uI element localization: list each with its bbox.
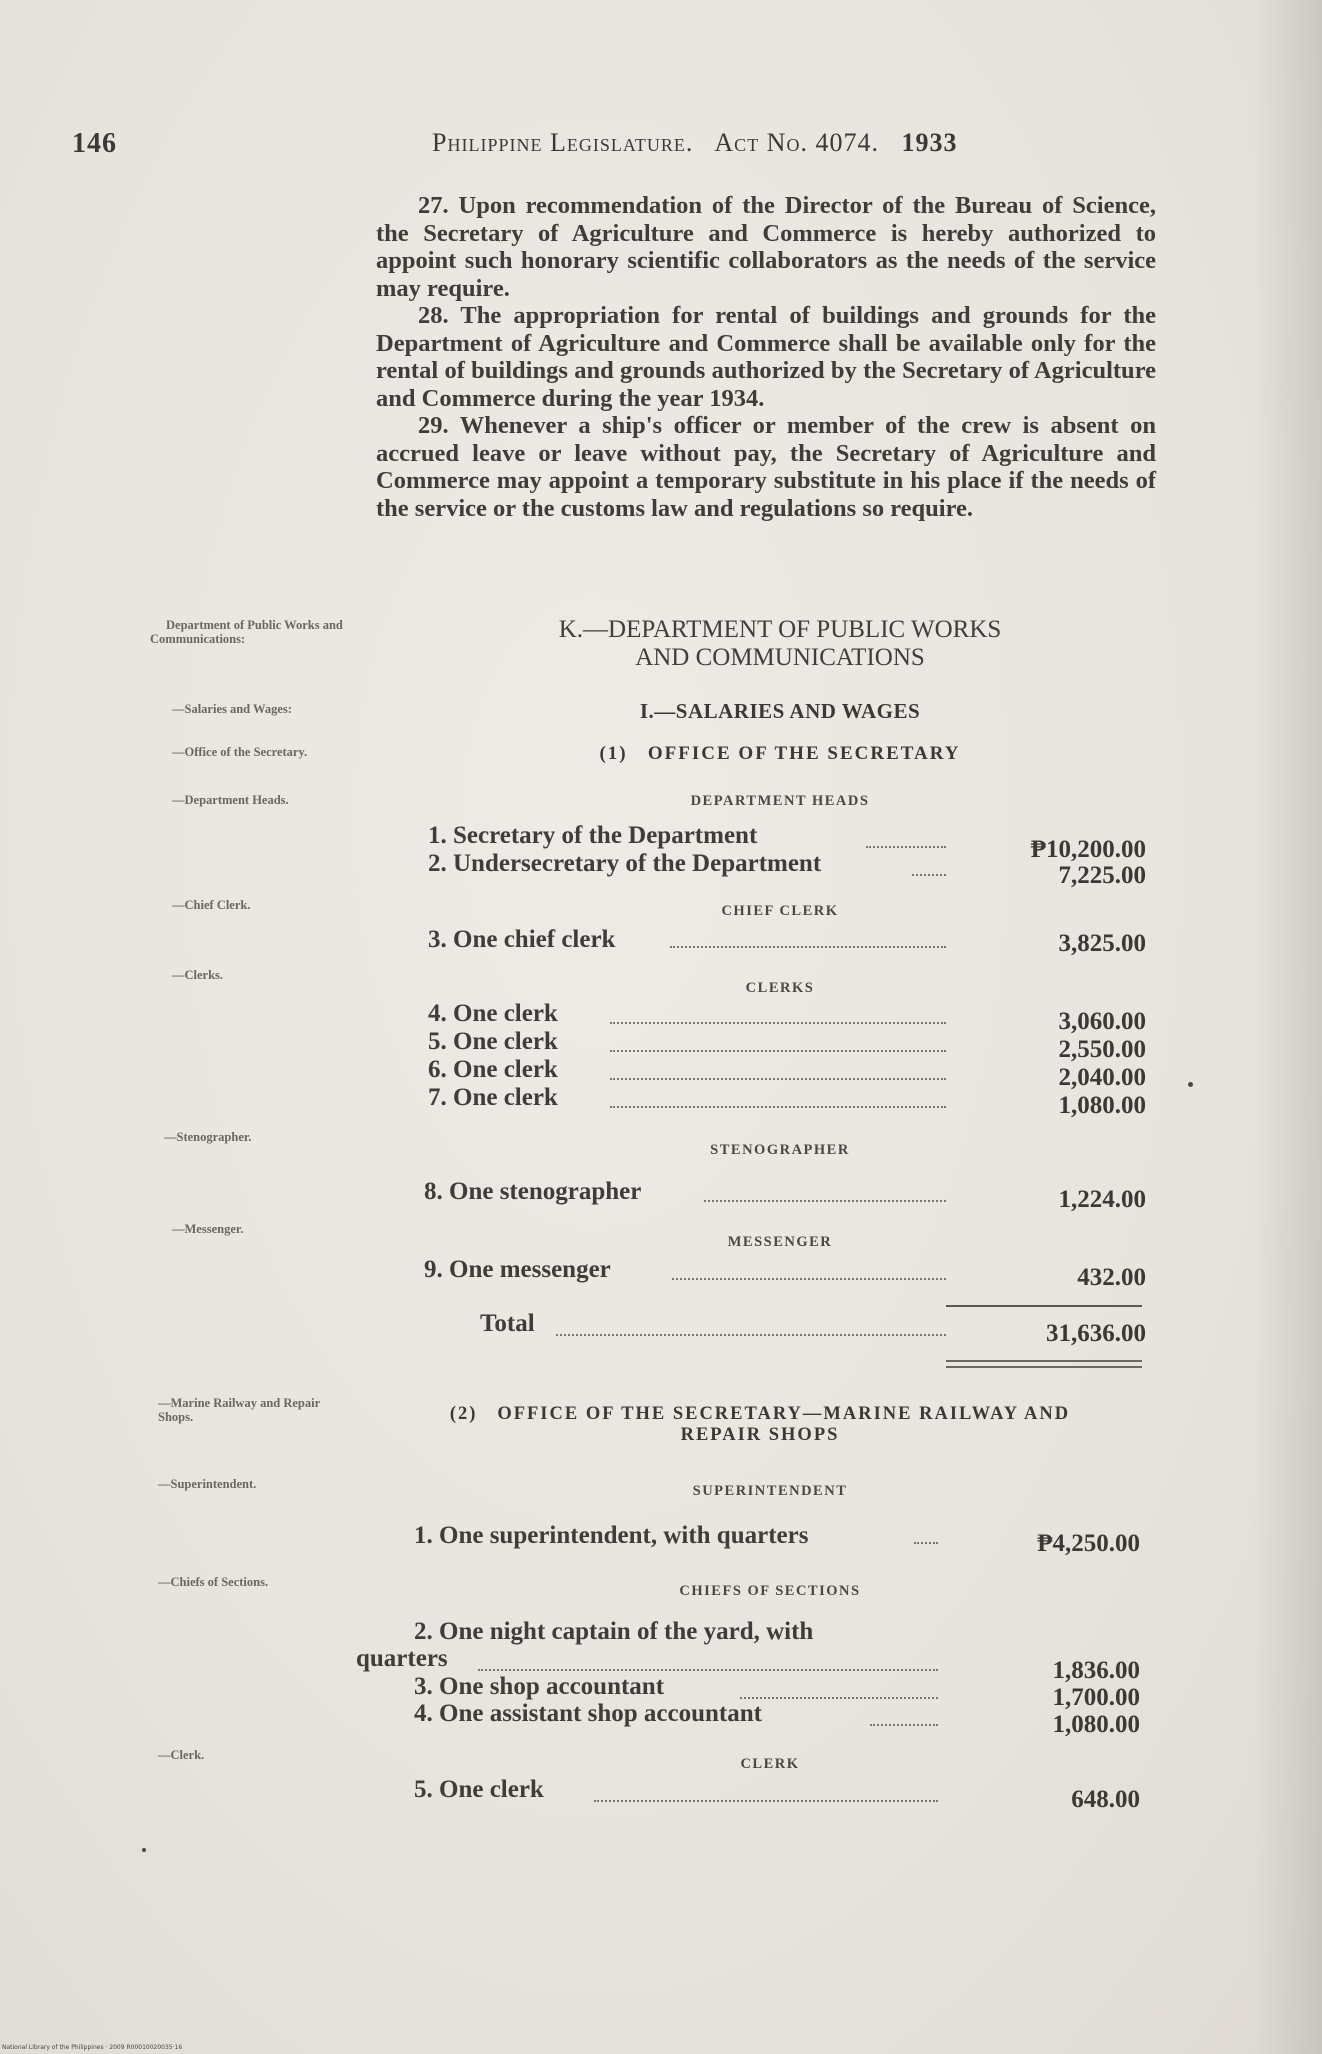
salaries-and-wages-heading: I.—SALARIES AND WAGES [639, 699, 921, 723]
paragraph-29: 29. Whenever a ship's officer or member of the crew is absent on accrued leave or leave without pay, the Secretary of Agriculture and Commerce may appoint a temporary substitute in his place if the needs of the service or the customs law and regulations so require. [376, 412, 1156, 522]
subhead-clerks: CLERKS [745, 980, 815, 996]
ink-speck [142, 1848, 146, 1852]
leader-dots-2-4 [870, 1724, 938, 1726]
page-edge-shadow [1252, 0, 1322, 2054]
amount-item-5: 2,550.00 [1058, 1036, 1146, 1063]
leader-dots-4 [610, 1022, 946, 1024]
office-2-title: OFFICE OF THE SECRETARY—MARINE RAILWAY AND [497, 1404, 1071, 1424]
subhead-department-heads: DEPARTMENT HEADS [690, 793, 870, 809]
line-item-5-label: 5. One clerk [428, 1028, 558, 1055]
line-item-9-label: 9. One messenger [424, 1256, 611, 1283]
margin-note-stenographer: —Stenographer. [164, 1130, 252, 1144]
total-rule-double-1 [946, 1360, 1142, 1362]
margin-note-marine-railway: —Marine Railway and Repair Shops. [158, 1396, 320, 1424]
margin-note-clerks: —Clerks. [172, 968, 224, 982]
footer-credit: National Library of the Philippines · 2009 R00010020035·16 [2, 2044, 183, 2051]
leader-dots-7 [610, 1106, 946, 1108]
line-item-4-label: 4. One clerk [428, 1000, 558, 1027]
amount-2-1: ₱4,250.00 [1037, 1530, 1140, 1557]
body-paragraphs [376, 192, 1156, 522]
amount-item-2: 7,225.00 [1058, 862, 1146, 889]
running-head-year: 1933 [901, 128, 958, 157]
section-k-title-line2: AND COMMUNICATIONS [635, 644, 925, 671]
amount-2-2: 1,836.00 [1052, 1657, 1140, 1684]
section-k-title-line1: K.—DEPARTMENT OF PUBLIC WORKS [558, 616, 1002, 643]
amount-item-4: 3,060.00 [1058, 1008, 1146, 1035]
line-item-2-2-label: 2. One night captain of the yard, with [414, 1618, 814, 1645]
leader-dots-2 [912, 874, 946, 876]
total-amount: 31,636.00 [1046, 1320, 1146, 1347]
subhead-chief-clerk: CHIEF CLERK [721, 903, 839, 919]
subhead-clerk: CLERK [740, 1756, 800, 1772]
total-label: Total [480, 1310, 535, 1337]
total-rule-top [946, 1305, 1142, 1307]
margin-note-office-secretary: —Office of the Secretary. [172, 745, 308, 759]
amount-item-7: 1,080.00 [1058, 1092, 1146, 1119]
line-item-3-label: 3. One chief clerk [428, 926, 616, 953]
leader-dots-5 [610, 1050, 946, 1052]
leader-dots-8 [704, 1200, 946, 1202]
margin-note-clerk: —Clerk. [158, 1748, 205, 1762]
leader-dots-total [556, 1334, 946, 1336]
office-2-title-line2: REPAIR SHOPS [680, 1425, 840, 1445]
paragraph-28: 28. The appropriation for rental of buildings and grounds for the Department of Agriculture and Commerce shall be available only for the rental of buildings and grounds authorized by the Secretary of Agriculture and Commerce during the year 1934. [376, 302, 1156, 412]
amount-item-1: ₱10,200.00 [1030, 836, 1146, 863]
amount-2-4: 1,080.00 [1052, 1711, 1140, 1738]
subhead-messenger: MESSENGER [727, 1234, 833, 1250]
line-item-6-label: 6. One clerk [428, 1056, 558, 1083]
office-1-number: (1) [599, 743, 628, 764]
leader-dots-6 [610, 1078, 946, 1080]
page-number: 146 [72, 128, 117, 159]
margin-note-superintendent: —Superintendent. [158, 1477, 257, 1491]
leader-dots-2-2 [478, 1669, 938, 1671]
margin-note-salaries: —Salaries and Wages: [172, 702, 292, 716]
subhead-stenographer: STENOGRAPHER [710, 1142, 850, 1158]
amount-item-9: 432.00 [1077, 1264, 1146, 1291]
margin-note-department-heads: —Department Heads. [172, 793, 289, 807]
margin-note-chiefs-of-sections: —Chiefs of Sections. [158, 1575, 269, 1589]
leader-dots-2-1 [914, 1542, 938, 1544]
running-head [432, 128, 957, 158]
margin-note-chief-clerk: —Chief Clerk. [172, 898, 251, 912]
leader-dots-2-3 [740, 1697, 938, 1699]
line-item-2-5-label: 5. One clerk [414, 1776, 544, 1803]
line-item-2-3-label: 3. One shop accountant [414, 1673, 665, 1700]
section-k-title [430, 616, 1130, 672]
office-2-number: (2) [449, 1404, 478, 1424]
leader-dots-1 [866, 846, 946, 848]
amount-item-6: 2,040.00 [1058, 1064, 1146, 1091]
leader-dots-2-5 [594, 1800, 938, 1802]
line-item-2-2-cont-label: quarters [356, 1645, 448, 1672]
amount-item-3: 3,825.00 [1058, 930, 1146, 957]
total-rule-double-2 [946, 1366, 1142, 1368]
office-1-title: OFFICE OF THE SECRETARY [647, 743, 961, 764]
amount-2-3: 1,700.00 [1052, 1684, 1140, 1711]
line-item-8-label: 8. One stenographer [424, 1178, 642, 1205]
amount-item-8: 1,224.00 [1058, 1186, 1146, 1213]
line-item-2-label: 2. Undersecretary of the Department [428, 850, 822, 877]
amount-2-5: 648.00 [1071, 1786, 1140, 1813]
running-head-act: Act No. 4074. [714, 128, 879, 157]
ink-speck [1188, 1082, 1193, 1087]
line-item-2-1-label: 1. One superintendent, with quarters [414, 1522, 809, 1549]
leader-dots-9 [672, 1278, 946, 1280]
line-item-7-label: 7. One clerk [428, 1084, 558, 1111]
leader-dots-3 [670, 946, 946, 948]
running-head-title: Philippine Legislature. [432, 128, 694, 157]
office-1-heading [430, 743, 1130, 765]
margin-note-department: Department of Public Works and Communications: [150, 618, 343, 646]
paragraph-27: 27. Upon recommendation of the Director of the Bureau of Science, the Secretary of Agriculture and Commerce is hereby authorized to appoint such honorary scientific collaborators as the needs of the service may require. [376, 192, 1156, 302]
subhead-superintendent: SUPERINTENDENT [692, 1483, 848, 1499]
subhead-chiefs-of-sections: CHIEFS OF SECTIONS [679, 1583, 861, 1599]
office-2-title-line1 [360, 1404, 1160, 1425]
line-item-1-label: 1. Secretary of the Department [428, 822, 758, 849]
margin-note-messenger: —Messenger. [172, 1222, 244, 1236]
line-item-2-4-label: 4. One assistant shop accountant [414, 1700, 762, 1727]
office-2-heading [360, 1404, 1160, 1446]
